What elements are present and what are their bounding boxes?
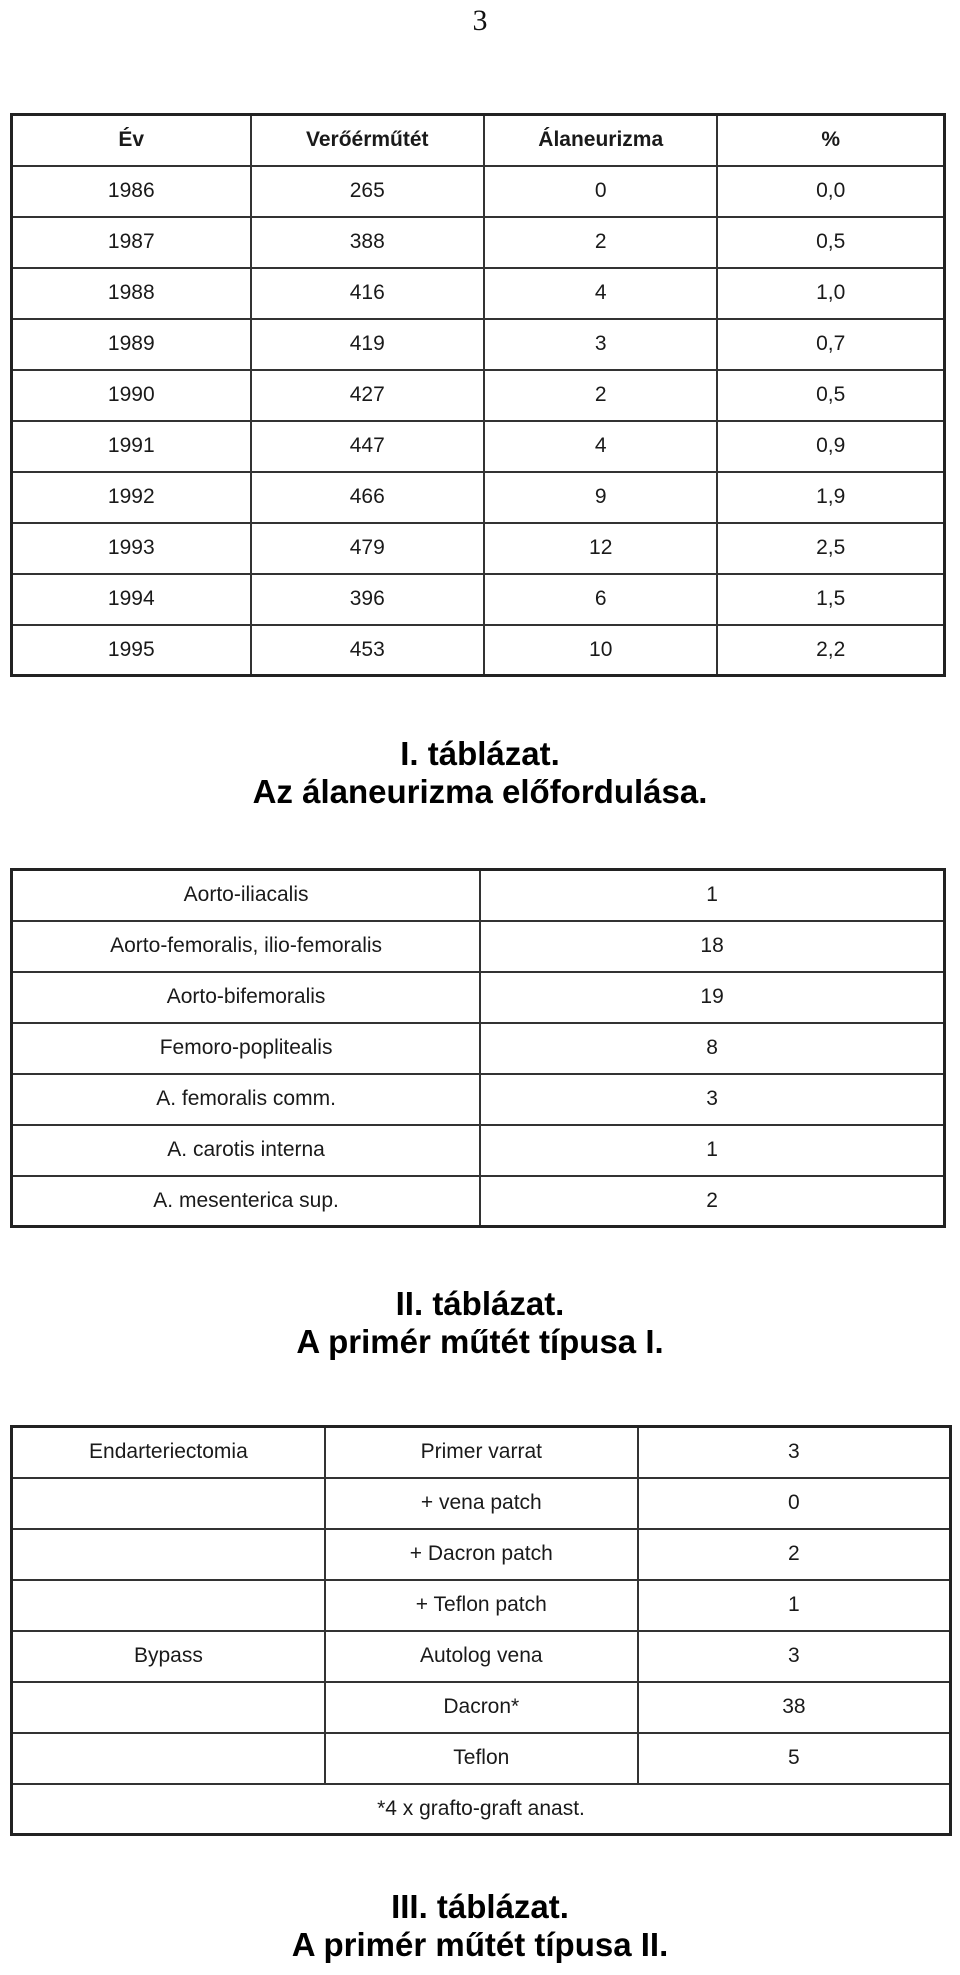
table3-caption-subtitle: A primér műtét típusa II.: [291, 1926, 669, 1963]
table-row: [12, 921, 945, 972]
cell-group: [12, 1529, 325, 1580]
table1-caption: [0, 735, 960, 811]
cell-year: 1990: [12, 370, 251, 421]
cell-count: 2: [638, 1529, 951, 1580]
column-header-operations: Verőérműtét: [251, 115, 484, 166]
cell-operations: 466: [251, 472, 484, 523]
cell-pseudoaneurysm: 2: [484, 217, 717, 268]
cell-operations: 416: [251, 268, 484, 319]
cell-percent: 0,9: [717, 421, 944, 472]
cell-percent: 0,5: [717, 370, 944, 421]
table3-caption: [0, 1888, 960, 1964]
cell-percent: 0,0: [717, 166, 944, 217]
table-row: [12, 972, 945, 1023]
cell-percent: 2,2: [717, 625, 944, 676]
cell-percent: 0,7: [717, 319, 944, 370]
cell-operations: 388: [251, 217, 484, 268]
cell-operations: 447: [251, 421, 484, 472]
cell-group: Bypass: [12, 1631, 325, 1682]
table2-caption: [0, 1285, 960, 1361]
table-row: [12, 217, 945, 268]
table1-caption-title: I. táblázat.: [400, 735, 560, 772]
cell-year: 1993: [12, 523, 251, 574]
table-footnote-row: [12, 1784, 951, 1835]
cell-operations: 479: [251, 523, 484, 574]
table-row: [12, 1427, 951, 1478]
table2-caption-title: II. táblázat.: [395, 1285, 565, 1322]
cell-operations: 427: [251, 370, 484, 421]
cell-year: 1986: [12, 166, 251, 217]
table-row: [12, 1631, 951, 1682]
cell-pseudoaneurysm: 2: [484, 370, 717, 421]
cell-count: 1: [638, 1580, 951, 1631]
table-row: [12, 319, 945, 370]
cell-technique: Primer varrat: [325, 1427, 638, 1478]
table-row: [12, 166, 945, 217]
table-primary-operation-type-1: [10, 868, 946, 1228]
cell-operation: Aorto-bifemoralis: [12, 972, 481, 1023]
table3-caption-title: III. táblázat.: [391, 1888, 569, 1925]
cell-year: 1988: [12, 268, 251, 319]
cell-pseudoaneurysm: 4: [484, 421, 717, 472]
cell-operations: 396: [251, 574, 484, 625]
cell-pseudoaneurysm: 3: [484, 319, 717, 370]
cell-operation: A. carotis interna: [12, 1125, 481, 1176]
cell-operation: Femoro-poplitealis: [12, 1023, 481, 1074]
cell-technique: + Teflon patch: [325, 1580, 638, 1631]
cell-count: 2: [480, 1176, 944, 1227]
table-row: [12, 472, 945, 523]
cell-count: 1: [480, 1125, 944, 1176]
cell-percent: 1,9: [717, 472, 944, 523]
cell-year: 1995: [12, 625, 251, 676]
cell-count: 0: [638, 1478, 951, 1529]
table-row: [12, 1580, 951, 1631]
cell-operation: A. femoralis comm.: [12, 1074, 481, 1125]
column-header-pseudoaneurysm: Álaneurizma: [484, 115, 717, 166]
table-row: [12, 523, 945, 574]
page-number: 3: [472, 4, 488, 37]
table-aneurysm-incidence: [10, 113, 946, 677]
cell-technique: + Dacron patch: [325, 1529, 638, 1580]
cell-year: 1989: [12, 319, 251, 370]
cell-operation: A. mesenterica sup.: [12, 1176, 481, 1227]
cell-pseudoaneurysm: 0: [484, 166, 717, 217]
cell-year: 1991: [12, 421, 251, 472]
cell-count: 5: [638, 1733, 951, 1784]
table-row: [12, 421, 945, 472]
table-primary-operation-type-2: [10, 1425, 952, 1836]
table-row: [12, 268, 945, 319]
cell-pseudoaneurysm: 4: [484, 268, 717, 319]
cell-operation: Aorto-femoralis, ilio-femoralis: [12, 921, 481, 972]
table-footnote: *4 x grafto-graft anast.: [12, 1784, 951, 1835]
cell-group: [12, 1682, 325, 1733]
cell-count: 38: [638, 1682, 951, 1733]
table-row: [12, 1125, 945, 1176]
cell-pseudoaneurysm: 12: [484, 523, 717, 574]
cell-percent: 0,5: [717, 217, 944, 268]
cell-count: 3: [638, 1427, 951, 1478]
cell-technique: Autolog vena: [325, 1631, 638, 1682]
cell-group: [12, 1478, 325, 1529]
table-row: [12, 870, 945, 921]
cell-technique: Dacron*: [325, 1682, 638, 1733]
table2-caption-subtitle: A primér műtét típusa I.: [296, 1323, 664, 1360]
cell-percent: 1,0: [717, 268, 944, 319]
cell-group: [12, 1733, 325, 1784]
table-row: [12, 1176, 945, 1227]
cell-count: 8: [480, 1023, 944, 1074]
table-row: [12, 1529, 951, 1580]
table-row: [12, 1733, 951, 1784]
cell-pseudoaneurysm: 9: [484, 472, 717, 523]
table-row: [12, 1074, 945, 1125]
table-header-row: [12, 115, 945, 166]
table-row: [12, 1023, 945, 1074]
cell-percent: 2,5: [717, 523, 944, 574]
cell-year: 1994: [12, 574, 251, 625]
cell-year: 1992: [12, 472, 251, 523]
table-row: [12, 1682, 951, 1733]
cell-count: 1: [480, 870, 944, 921]
column-header-percent: %: [717, 115, 944, 166]
cell-group: [12, 1580, 325, 1631]
cell-count: 3: [638, 1631, 951, 1682]
table1-caption-subtitle: Az álaneurizma előfordulása.: [252, 773, 708, 810]
table-row: [12, 574, 945, 625]
cell-operations: 265: [251, 166, 484, 217]
cell-percent: 1,5: [717, 574, 944, 625]
cell-technique: + vena patch: [325, 1478, 638, 1529]
table-row: [12, 1478, 951, 1529]
table-row: [12, 625, 945, 676]
cell-count: 18: [480, 921, 944, 972]
cell-operations: 419: [251, 319, 484, 370]
cell-year: 1987: [12, 217, 251, 268]
cell-technique: Teflon: [325, 1733, 638, 1784]
cell-group: Endarteriectomia: [12, 1427, 325, 1478]
cell-operations: 453: [251, 625, 484, 676]
column-header-year: Év: [12, 115, 251, 166]
cell-pseudoaneurysm: 10: [484, 625, 717, 676]
cell-count: 19: [480, 972, 944, 1023]
cell-pseudoaneurysm: 6: [484, 574, 717, 625]
cell-operation: Aorto-iliacalis: [12, 870, 481, 921]
cell-count: 3: [480, 1074, 944, 1125]
table-row: [12, 370, 945, 421]
